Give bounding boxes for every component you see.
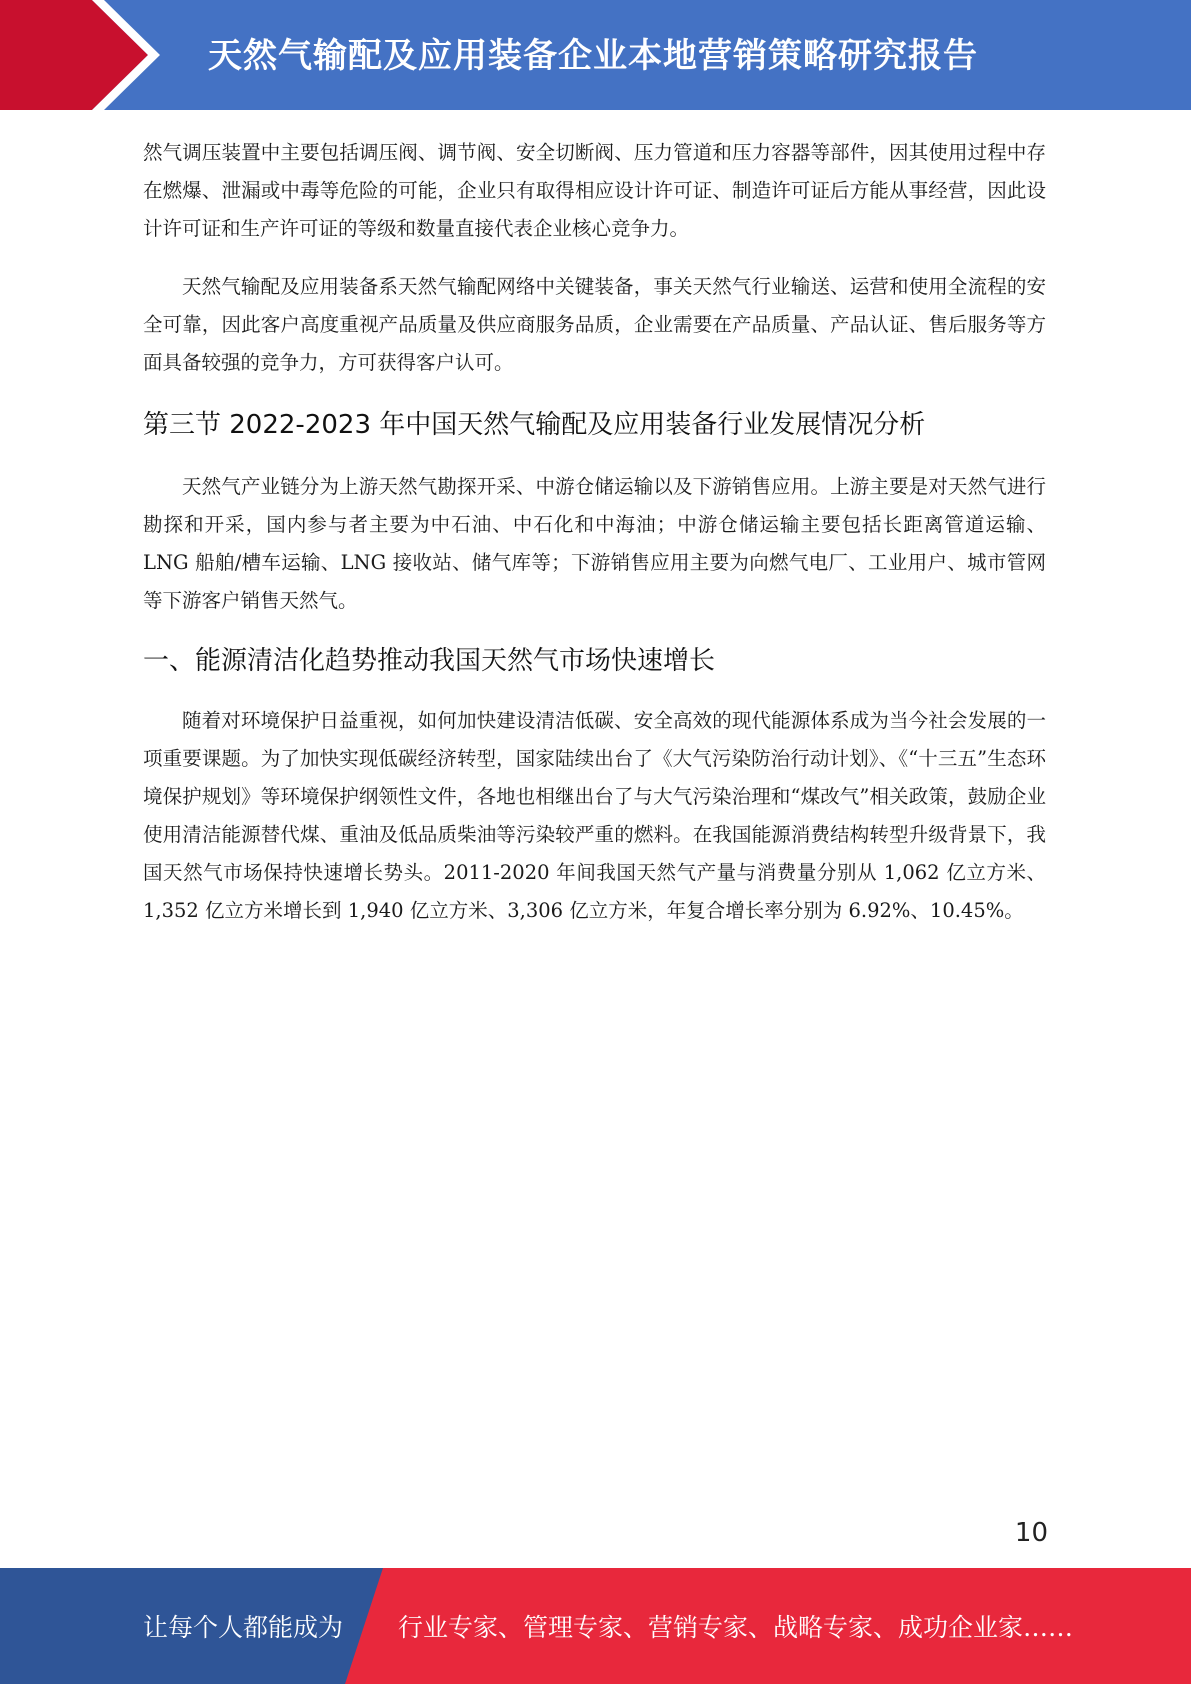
footer-banner	[0, 1568, 1191, 1684]
paragraph-continued: 然气调压装置中主要包括调压阀、调节阀、安全切断阀、压力管道和压力容器等部件，因其使用过程中存在燃爆、泄漏或中毒等危险的可能，企业只有取得相应设计许可证、制造许可证后方能从事经营，因此设计许可证和生产许可证的等级和数量直接代表企业核心竞争力。	[143, 141, 1046, 240]
footer-slogan-left: 让每个人都能成为	[143, 1613, 344, 1642]
page-content	[143, 134, 1046, 950]
footer-slogan-right: 行业专家、管理专家、营销专家、战略专家、成功企业家……	[398, 1613, 1074, 1642]
header-banner	[0, 0, 1191, 110]
page-number: 10	[1014, 1518, 1048, 1548]
section-heading: 第三节 2022-2023 年中国天然气输配及应用装备行业发展情况分析	[143, 410, 926, 440]
paragraph-market-growth: 随着对环境保护日益重视，如何加快建设清洁低碳、安全高效的现代能源体系成为当今社会发展的一项重要课题。为了加快实现低碳经济转型，国家陆续出台了《大气污染防治行动计划》、《“十三五”生态环境保护规划》等环境保护纲领性文件，各地也相继出台了与大气污染治理和“煤改气”相关政策，鼓励企业使用清洁能源替代煤、重油及低品质柴油等污染较严重的燃料。在我国能源消费结构转型升级背景下，我国天然气市场保持快速增长势头。2011-2020 年间我国天然气产量与消费量分别从 1,062 亿立方米、1,352 亿立方米增长到 1,940 亿立方米、3,306 亿立方米，年复合增长率分别为 6.92%、10.45%。	[143, 709, 1046, 922]
paragraph-equipment-quality: 天然气输配及应用装备系天然气输配网络中关键装备，事关天然气行业输送、运营和使用全流程的安全可靠，因此客户高度重视产品质量及供应商服务品质，企业需要在产品质量、产品认证、售后服务等方面具备较强的竞争力，方可获得客户认可。	[143, 275, 1046, 374]
paragraph-industry-chain: 天然气产业链分为上游天然气勘探开采、中游仓储运输以及下游销售应用。上游主要是对天然气进行勘探和开采，国内参与者主要为中石油、中石化和中海油；中游仓储运输主要包括长距离管道运输、LNG 船舶/槽车运输、LNG 接收站、储气库等；下游销售应用主要为向燃气电厂、工业用户、城市管网等下游客户销售天然气。	[143, 475, 1046, 612]
sub-heading: 一、能源清洁化趋势推动我国天然气市场快速增长	[143, 646, 716, 676]
document-title: 天然气输配及应用装备企业本地营销策略研究报告	[208, 36, 978, 76]
